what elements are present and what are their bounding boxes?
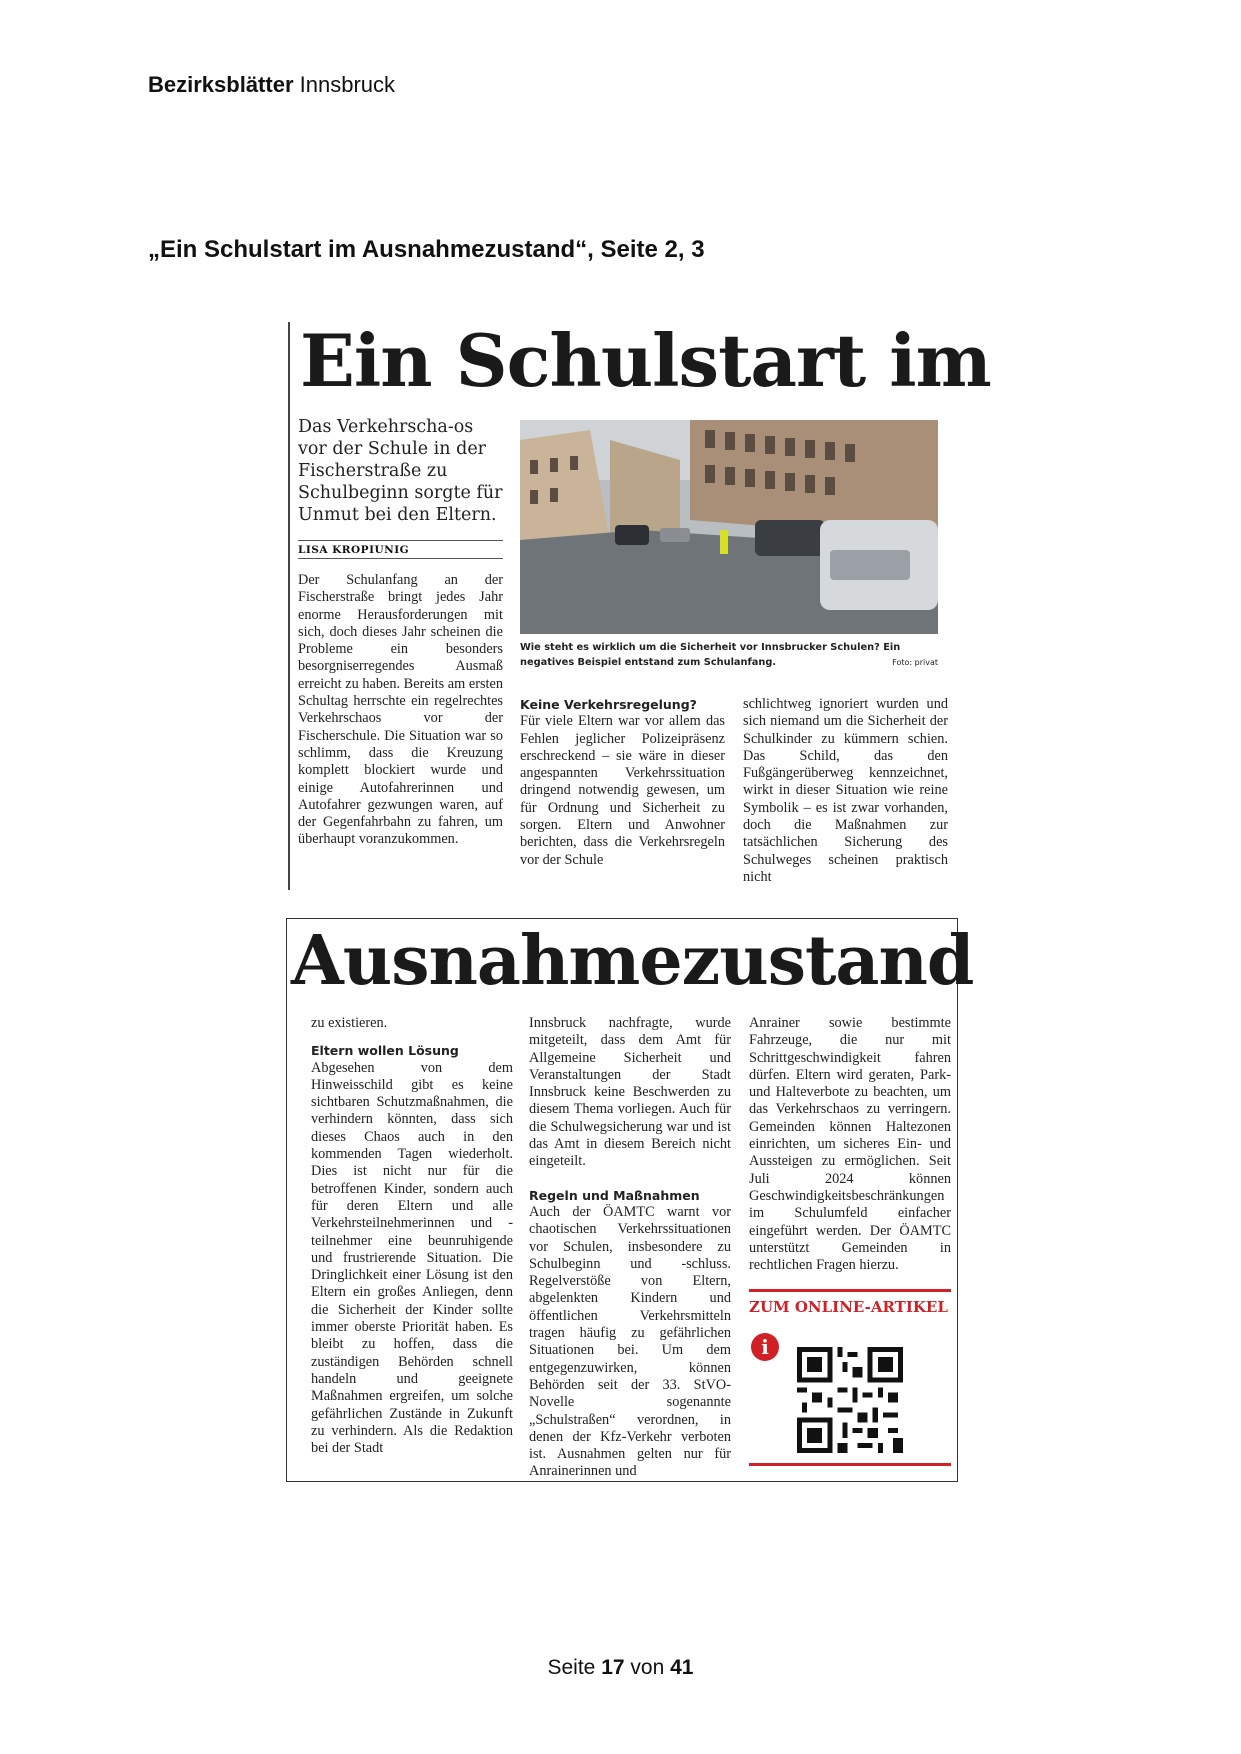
author-rule-top	[298, 540, 503, 541]
article-column-2	[520, 696, 725, 869]
online-article-box[interactable]	[749, 1289, 951, 1467]
online-box-rule	[749, 1463, 951, 1466]
author-byline: LISA KROPIUNIG	[298, 544, 410, 556]
publication-location: Innsbruck	[299, 72, 396, 97]
column-start-text: zu existieren.	[311, 1015, 388, 1031]
footer-prefix: Seite	[547, 1656, 596, 1679]
subheading: Regeln und Maßnahmen	[529, 1187, 700, 1203]
newspaper-clip-top	[288, 318, 991, 890]
headline-part-2: Ausnahmezustand	[291, 921, 974, 1001]
column-text: Abgesehen von dem Hinweisschild gibt es keine sichtbaren Schutzmaßnahmen, die verhindern könnten, dass sich dieses Chaos auch in den kommenden Tagen wiederholt. Dies ist nicht nur für die betroffenen Kinder, sondern auch für deren Eltern und alle Verkehrsteilnehmerinnen und -teilnehmer eine beunruhigende und frustrierende Situation. Die Dringlichkeit einer Lösung ist den Eltern ein großes Anliegen, denn die Sicherheit der Kinder sollte immer oberste Priorität haben. Es bleibt zu hoffen, dass die zuständigen Behörden schnell handeln und geeignete Maßnahmen ergreifen, um solche gefährlichen Zustände in Zukunft zu verhindern. Als die Redaktion bei der Stadt	[311, 1059, 513, 1457]
column-text: Innsbruck nachfragte, wurde mitgeteilt, dass dem Amt für Allgemeine Sicherheit und Veranstaltungen der Stadt Innsbruck keine Beschwerden zu diesem Thema vorliegen. Auch für die Schulwegsicherung war und ist das Amt in diesem Bereich nicht eingeteilt.	[529, 1015, 731, 1170]
lead-text: Das Verkehrscha-os vor der Schule in der Fischerstraße zu Schulbeginn sorgte für Unmut bei den Eltern.	[298, 417, 503, 525]
page-number: 17	[601, 1656, 625, 1679]
column-rule	[288, 322, 290, 890]
article-column-1: Der Schulanfang an der Fischerstraße bringt jedes Jahr enorme Herausforderungen mit sich, doch dieses Jahr scheinen die Probleme ein besonders besorgniserregendes Ausmaß erreicht zu haben. Bereits am ersten Schultag herrschte ein regelrechtes Verkehrschaos vor der Fischerschule. Die Situation war so schlimm, dass die Kreuzung komplett blockiert wurde und einige Autofahrerinnen und Autofahrer gezwungen waren, auf der Gegenfahrbahn zu fahren, um überhaupt voranzukommen.	[298, 572, 503, 848]
caption-text: Wie steht es wirklich um die Sicherheit vor Innsbrucker Schulen? Ein negatives Beispiel entstand zum Schulanfang.	[520, 642, 901, 668]
footer-mid: von	[630, 1656, 665, 1679]
article-column-6: Anrainer sowie bestimmte Fahrzeuge, die nur mit Schrittgeschwindigkeit fahren dürfen. Eltern wird geraten, Park- und Halteverbote zu beachten, um das Verkehrschaos zu verringern. Gemeinden können Haltezonen einrichten, um sicheres Ein- und Aussteigen zu ermöglichen. Seit Juli 2024 können Geschwindigkeitsbeschränkungen im Schulumfeld einfacher eingeführt werden. Der ÖAMTC unterstützt Gemeinden in rechtlichen Fragen hierzu.	[749, 1015, 951, 1274]
photo-caption	[520, 640, 938, 670]
online-article-label[interactable]: ZUM ONLINE-ARTIKEL	[749, 1289, 951, 1316]
author-rule-bottom	[298, 558, 503, 559]
total-pages: 41	[670, 1656, 694, 1679]
photo-credit: Foto: privat	[892, 658, 938, 667]
column-text: Für viele Eltern war vor allem das Fehlen jeglicher Polizeipräsenz erschreckend – sie wäre in dieser angespannten Verkehrssituation dringend notwendig gewesen, um für Ordnung und Sicherheit zu sorgen. Eltern und Anwohner berichten, dass die Verkehrsregeln vor der Schule	[520, 713, 725, 868]
article-reference: „Ein Schulstart im Ausnahmezustand“, Seite 2, 3	[148, 236, 705, 263]
subheading: Keine Verkehrsregelung?	[520, 697, 697, 712]
column-text: Auch der ÖAMTC warnt vor chaotischen Verkehrssituationen vor Schulen, insbesondere zu Schulbeginn und -schluss. Regelverstöße von Eltern, abgelenkten Kindern und öffentlichen Verkehrsmitteln tragen häufig zu gefährlichen Situationen bei. Um dem entgegenzuwirken, können Behörden seit der 33. StVO-Novelle sogenannte „Schulstraßen“ verordnen, in denen der Kfz-Verkehr verboten ist. Ausnahmen gelten nur für Anrainerinnen und	[529, 1203, 731, 1480]
article-column-3: schlichtweg ignoriert wurden und sich niemand um die Sicherheit der Schulkinder zu kümmern schien. Das Schild, das den Fußgängerüberweg kennzeichnet, wirkt in dieser Situation wie reine Symbolik – es ist zwar vorhanden, doch die Maßnahmen zur tatsächlichen Sicherung des Schulweges scheinen praktisch nicht	[743, 696, 948, 885]
page-footer	[0, 1656, 1241, 1680]
street-photo	[520, 420, 938, 634]
subheading: Eltern wollen Lösung	[311, 1043, 459, 1059]
article-column-5	[529, 1015, 731, 1481]
info-icon: i	[751, 1333, 779, 1361]
qr-code-icon[interactable]	[797, 1347, 903, 1453]
newspaper-clip-bottom	[286, 918, 974, 1482]
article-column-4	[311, 1015, 513, 1457]
publication-name: Bezirksblätter	[148, 72, 294, 97]
publication-header	[148, 72, 395, 98]
headline-part-1: Ein Schulstart im	[300, 318, 991, 403]
